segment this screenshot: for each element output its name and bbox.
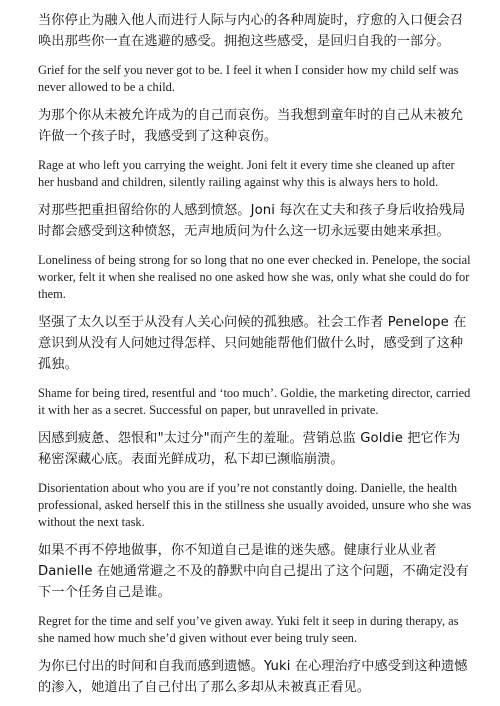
article-body (38, 10, 473, 698)
paragraph-en: Shame for being tired, resentful and ‘too much’. Goldie, the marketing director, carried it with her as a secret. Successful on paper, but unravelled in private. (38, 386, 471, 417)
paragraph-en: Disorientation about who you are if you’re not constantly doing. Danielle, the health professional, asked herself this in the stillness she usually avoided, unsure who she was without the next task. (38, 481, 472, 529)
paragraph-en: Grief for the self you never got to be. I feel it when I consider how my child self was never allowed to be a child. (38, 63, 459, 94)
paragraph-zh: 对那些把重担留给你的人感到愤怒。Joni 每次在丈夫和孩子身后收拾残局时都会感受到这种愤怒，无声地质问为什么这一切永远要由她来承担。 (38, 203, 466, 239)
paragraph-zh: 为你已付出的时间和自我而感到遗憾。Yuki 在心理治疗中感受到这种遗憾的渗入，她道出了自己付出了那么多却从未被真正看见。 (38, 659, 468, 695)
paragraph-en: Rage at who left you carrying the weight. Joni felt it every time she cleaned up after her husband and children, silently railing against why this is always hers to hold. (38, 158, 455, 189)
paragraph-en: Regret for the time and self you’ve given away. Yuki felt it seep in during therapy, as she named how much she’d given without ever being truly seen. (38, 614, 459, 645)
paragraph-zh: 当你停止为融入他人而进行人际与内心的各种周旋时，疗愈的入口便会召唤出那些你一直在逃避的感受。拥抱这些感受，是回归自我的一部分。 (38, 13, 464, 49)
paragraph-zh: 因感到疲惫、怨恨和"太过分"而产生的羞耻。营销总监 Goldie 把它作为秘密深藏心底。表面光鲜成功，私下却已濒临崩溃。 (38, 431, 461, 467)
paragraph-zh: 为那个你从未被允许成为的自己而哀伤。当我想到童年时的自己从未被允许做一个孩子时，我感受到了这种哀伤。 (38, 108, 464, 144)
paragraph-zh: 坚强了太久以至于从没有人关心问候的孤独感。社会工作者 Penelope 在意识到从没有人问她过得怎样、只问她能帮他们做什么时，感受到了这种孤独。 (38, 315, 467, 372)
paragraph-en: Loneliness of being strong for so long that no one ever checked in. Penelope, the social worker, felt it when she realised no one asked how she was, only what she could do for them. (38, 253, 471, 301)
paragraph-zh: 如果不再不停地做事，你不知道自己是谁的迷失感。健康行业从业者 Danielle 在她通常避之不及的静默中向自己提出了这个问题，不确定没有下一个任务自己是谁。 (38, 543, 469, 600)
